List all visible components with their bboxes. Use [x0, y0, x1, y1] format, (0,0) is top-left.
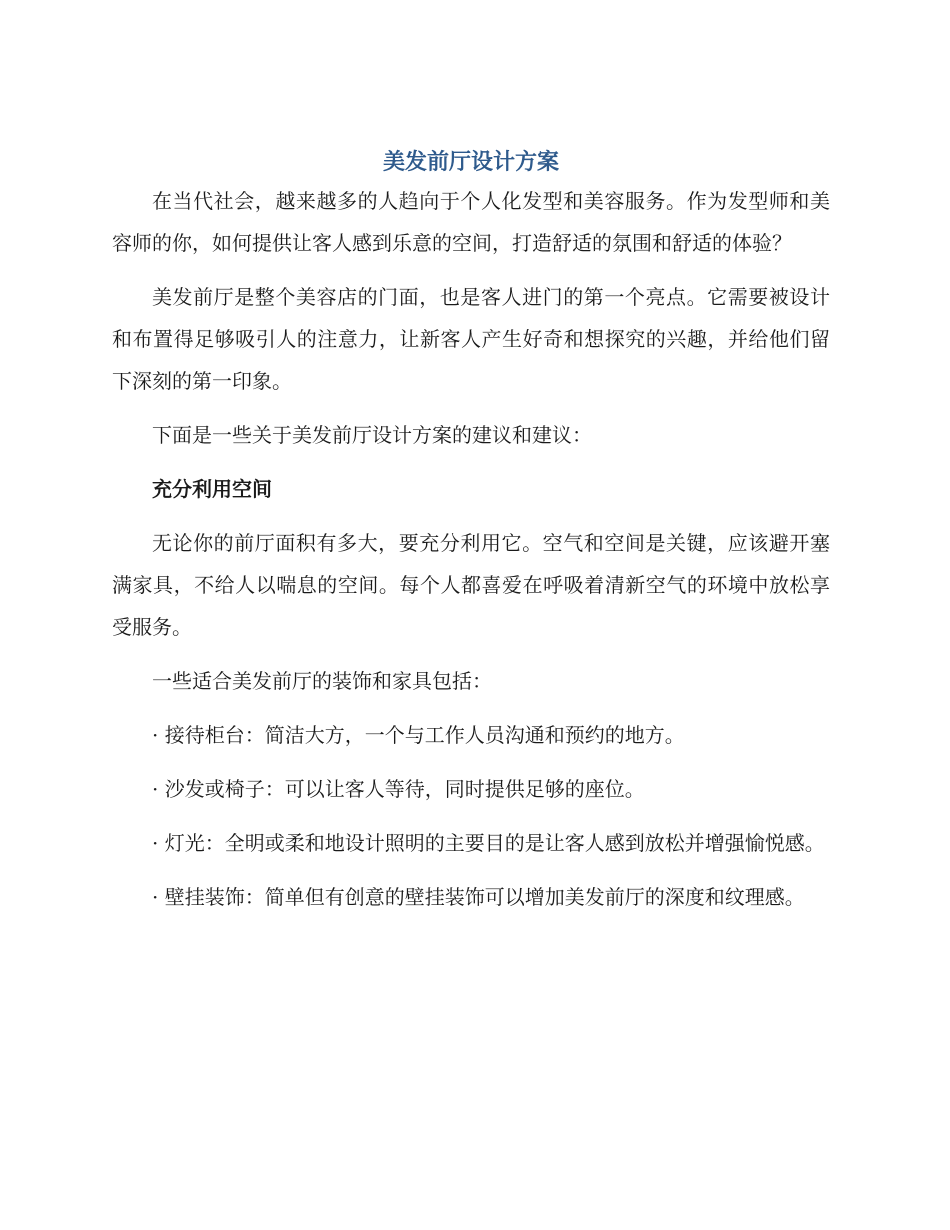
list-item-reception-counter: · 接待柜台：简洁大方，一个与工作人员沟通和预约的地方。 — [152, 723, 685, 747]
list-item-wall-decor: · 壁挂装饰：简单但有创意的壁挂装饰可以增加美发前厅的深度和纹理感。 — [152, 885, 805, 909]
list-intro: 一些适合美发前厅的装饰和家具包括： — [152, 669, 492, 693]
list-item-lighting: · 灯光：全明或柔和地设计照明的主要目的是让客人感到放松并增强愉悦感。 — [152, 831, 825, 855]
intro-paragraph-2: 美发前厅是整个美容店的门面，也是客人进门的第一个亮点。它需要被设计和布置得足够吸引人的注意力，让新客人产生好奇和想探究的兴趣，并给他们留下深刻的第一印象。 — [112, 285, 830, 393]
intro-paragraph-1: 在当代社会，越来越多的人趋向于个人化发型和美容服务。作为发型师和美容师的你，如何提供让客人感到乐意的空间，打造舒适的氛围和舒适的体验？ — [112, 189, 830, 255]
document-body — [112, 146, 830, 930]
section-heading: 充分利用空间 — [152, 477, 272, 501]
list-item-sofa-chairs: · 沙发或椅子：可以让客人等待，同时提供足够的座位。 — [152, 777, 645, 801]
section-paragraph: 无论你的前厅面积有多大，要充分利用它。空气和空间是关键，应该避开塞满家具，不给人以喘息的空间。每个人都喜爱在呼吸着清新空气的环境中放松享受服务。 — [112, 531, 830, 639]
intro-paragraph-3: 下面是一些关于美发前厅设计方案的建议和建议： — [152, 423, 592, 447]
document-title: 美发前厅设计方案 — [382, 150, 559, 175]
